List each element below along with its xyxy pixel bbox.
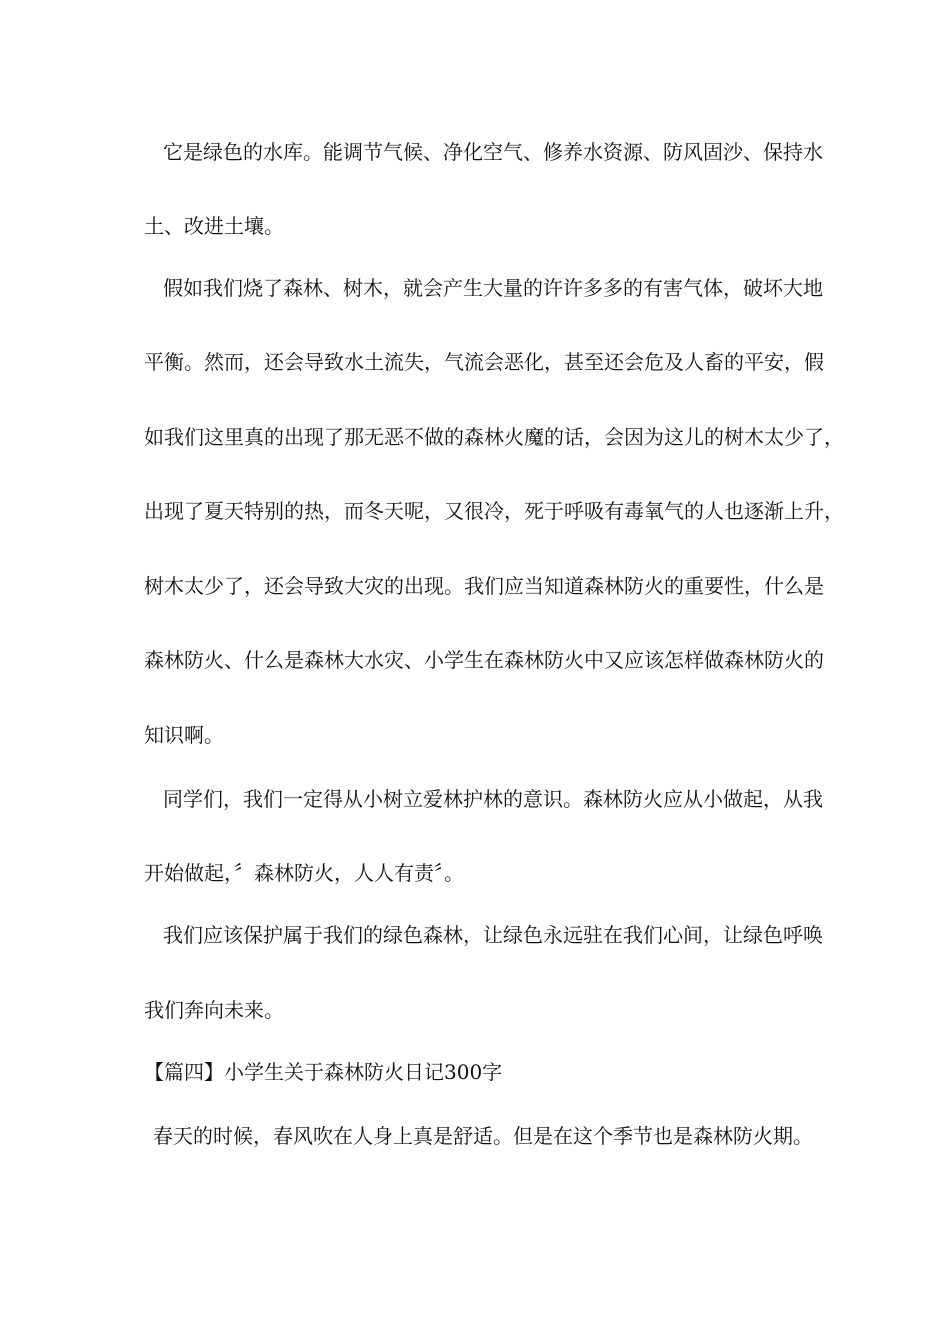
paragraph-1-line-1: 它是绿色的水库。能调节气候、净化空气、修养水资源、防风固沙、保持水 <box>163 140 823 164</box>
paragraph-2-line-7: 知识啊。 <box>144 723 224 747</box>
paragraph-2-line-5: 树木太少了，还会导致大灾的出现。我们应当知道森林防火的重要性，什么是 <box>144 574 824 598</box>
paragraph-2-line-4: 出现了夏天特别的热，而冬天呢，又很冷，死于呼吸有毒氧气的人也逐渐上升， <box>144 499 844 523</box>
paragraph-3-line-2: 开始做起，〞森林防火，人人有责〞。 <box>144 861 464 885</box>
paragraph-1-line-2: 土、改进土壤。 <box>144 214 284 238</box>
paragraph-2-line-2: 平衡。然而，还会导致水土流失，气流会恶化，甚至还会危及人畜的平安，假 <box>144 350 824 374</box>
paragraph-3-line-1: 同学们，我们一定得从小树立爱林护林的意识。森林防火应从小做起，从我 <box>163 787 823 811</box>
paragraph-4-line-1: 我们应该保护属于我们的绿色森林，让绿色永远驻在我们心间，让绿色呼唤 <box>163 923 823 947</box>
section-heading: 【篇四】小学生关于森林防火日记300字 <box>144 1060 503 1084</box>
paragraph-2-line-3: 如我们这里真的出现了那无恶不做的森林火魔的话，会因为这儿的树木太少了， <box>144 425 844 449</box>
paragraph-4-line-2: 我们奔向未来。 <box>144 998 284 1022</box>
last-paragraph: 春天的时候，春风吹在人身上真是舒适。但是在这个季节也是森林防火期。 <box>153 1124 813 1148</box>
paragraph-2-line-6: 森林防火、什么是森林大水灾、小学生在森林防火中又应该怎样做森林防火的 <box>144 648 824 672</box>
paragraph-2-line-1: 假如我们烧了森林、树木，就会产生大量的许许多多的有害气体，破坏大地 <box>163 276 823 300</box>
